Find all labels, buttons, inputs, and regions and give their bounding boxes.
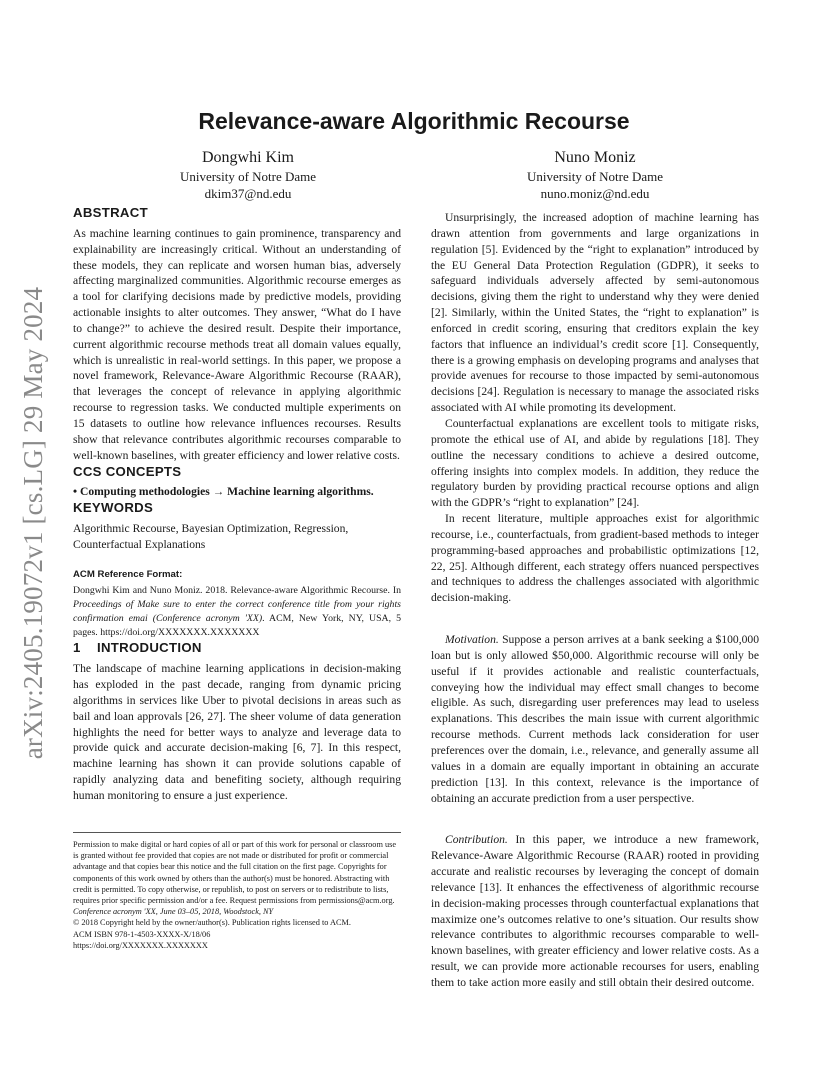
acm-ref-line1: Dongwhi Kim and Nuno Moniz. 2018. Relevance-aware Algorithmic Recourse. In — [73, 584, 401, 596]
intro-heading — [73, 640, 401, 656]
left-column — [73, 205, 401, 804]
permission-footnote — [73, 832, 401, 951]
author-affiliation: University of Notre Dame — [179, 169, 317, 184]
abstract-text: As machine learning continues to gain prominence, transparency and explainability are increasingly critical. Without an understanding of these models, they can replicate and worsen human bias, adversely affecting marginalized communities. Algorithmic recourse emerges as a tool for clarifying decisions made by predictive models, providing actionable insights to alter outcomes. They answer, “What do I have to change?” to achieve the desired result. Despite their importance, current algorithmic recourse methods treat all domain values equally, which is unrealistic in real-world settings. In this paper, we propose a novel framework, Relevance-Aware Algorithmic Recourse (RAAR), that leverages the concept of relevance in applying algorithmic recourse to regression tasks. We conducted multiple experiments on 15 datasets to outline how relevance influences recourses. Results show that relevance contributes algorithmic recourses comparable to well-known baselines, with greater efficiency and lower relative costs. — [73, 226, 401, 462]
right-column — [431, 210, 759, 991]
acm-ref-text — [73, 584, 401, 641]
acm-ref-heading: ACM Reference Format: — [73, 568, 183, 580]
contribution-paragraph — [431, 832, 759, 990]
motivation-paragraph — [431, 632, 759, 806]
paragraph: In recent literature, multiple approaches exist for algorithmic recourse, i.e., counterfactuals, from gradient-based methods to integer programming-based approaches and probabilistic optimizations [12, 22, 25]. Although different, each strategy offers nuanced perspectives and techniques to address the challenges associated with algorithmic decision-making. — [431, 512, 759, 605]
contribution-lead: Contribution. — [445, 833, 508, 847]
conference-line — [73, 906, 401, 917]
motivation-lead: Motivation. — [445, 633, 499, 647]
doi-line: https://doi.org/XXXXXXX.XXXXXXX — [73, 940, 208, 950]
section-number: 1 — [73, 640, 81, 656]
author-email: nuno.moniz@nd.edu — [540, 186, 650, 201]
arxiv-stamp: arXiv:2405.19072v1 [cs.LG] 29 May 2024 — [18, 286, 48, 760]
author-name: Dongwhi Kim — [202, 149, 294, 166]
acm-ref-line2: . ACM, New York, NY, USA, 5 pages. https://doi.org/XXXXXXX.XXXXXXX — [73, 612, 401, 639]
paragraph: Unsurprisingly, the increased adoption of machine learning has drawn attention from governments and large organizations in regulation [5]. Evidenced by the “right to explanation” introduced by the EU General Data Protection Regulation (GDPR), it seeks to safeguard individuals adversely affected by semi-autonomous decisions, giving them the right to understand why they were denied [2]. Similarly, within the United States, the “right to explanation” is enforced in credit scoring, ensuring that creditors explain the key factors that influence an individual’s credit score [1]. Consequently, there is a growing emphasis on developing programs and analyses that provide avenues for recourse to those impacted by semi-autonomous decisions [24]. Regulation is necessary to manage the associated risks associated with AI while promoting its development. — [431, 211, 759, 415]
author-block — [98, 148, 398, 202]
author-block — [445, 148, 745, 202]
author-name: Nuno Moniz — [554, 149, 636, 166]
keywords-heading: KEYWORDS — [73, 500, 154, 516]
abstract-heading: ABSTRACT — [73, 205, 148, 220]
intro-text: The landscape of machine learning applications in decision-making has exploded in the past decade, ranging from dynamic pricing algorithms in services like Uber to pivotal decisions in areas such as bail and loan approvals [26, 27]. The sheer volume of data generation highlights the need for better ways to analyze and leverage data to provide quick and accurate decision-making [6, 7]. In this respect, machine learning has shown it can provide solutions capable of rapidly analyzing data and benefiting society, although requiring human monitoring to ensure a just experience. — [73, 662, 401, 802]
copyright-line: © 2018 Copyright held by the owner/author(s). Publication rights licensed to ACM. — [73, 918, 351, 928]
contribution-text: In this paper, we introduce a new framework, Relevance-Aware Algorithmic Recourse (RAAR) rooted in providing accurate and realistic recourses by leveraging the concept of domain relevance [13]. It enhances the effectiveness of algorithmic recourse in decision-making processes through counterfactual explanations that maximize one’s outcomes relative to one’s situation. Our results show relevance contributes to algorithmic recourses comparable to well-known baselines, with greater efficiency and lower relative costs. As a result, we can provide more actionable recourses for users, enabling them to take action more easily and still obtain their desired outcome. — [431, 833, 759, 989]
keywords-text: Algorithmic Recourse, Bayesian Optimization, Regression, Counterfactual Explanations — [73, 522, 349, 551]
section-title: INTRODUCTION — [97, 640, 202, 656]
author-email: dkim37@nd.edu — [204, 186, 292, 201]
motivation-text: Suppose a person arrives at a bank seeking a $100,000 loan but is only allowed $50,000. Algorithmic recourse will only be useful if it provides actionable and realistic counterfactuals, conveying how the individual may effect small changes to become eligible. As such, disregarding user preferences may lead to useless explanations. This describes the main issue with current algorithmic recourse methods. Current methods lack consideration for user preferences over the domain, i.e., relevance, and generally assume all values in a domain are equally important in obtaining an accurate prediction [13]. In this context, relevance is the importance of obtaining an accurate prediction from a user perspective. — [431, 633, 759, 805]
ccs-text: • Computing methodologies → Machine learning algorithms. — [73, 485, 374, 499]
isbn-line: ACM ISBN 978-1-4503-XXXX-X/18/06 — [73, 929, 211, 939]
conference-name: Conference acronym 'XX, June 03–05, 2018, Woodstock, NY — [73, 907, 274, 917]
acm-ref-venue: Proceedings of Make sure to enter the correct conference title from your rights confirmation emai (Conference acronym 'XX) — [73, 598, 401, 624]
ccs-heading: CCS CONCEPTS — [73, 463, 182, 479]
permission-text: Permission to make digital or hard copies of all or part of this work for personal or classroom use is granted without fee provided that copies are not made or distributed for profit or commercial advantage and that copies bear this notice and the full citation on the first page. Copyrights for components of this work owned by others than the author(s) must be honored. Abstracting with credit is permitted. To copy otherwise, or republish, to post on servers or to redistribute to lists, requires prior specific permission and/or a fee. Request permissions from permissions@acm.org. — [73, 840, 397, 906]
paragraph: Counterfactual explanations are excellent tools to mitigate risks, promote the ethical use of AI, and abide by regulations [18]. They outline the necessary conditions to achieve a desired outcome, offering insights into complex models. In addition, they reduce the regulatory burden by providing practical recourse options and align with the GDPR’s “right to explanation” [24]. — [431, 416, 759, 510]
paper-title: Relevance-aware Algorithmic Recourse — [198, 108, 630, 134]
author-affiliation: University of Notre Dame — [526, 169, 664, 184]
